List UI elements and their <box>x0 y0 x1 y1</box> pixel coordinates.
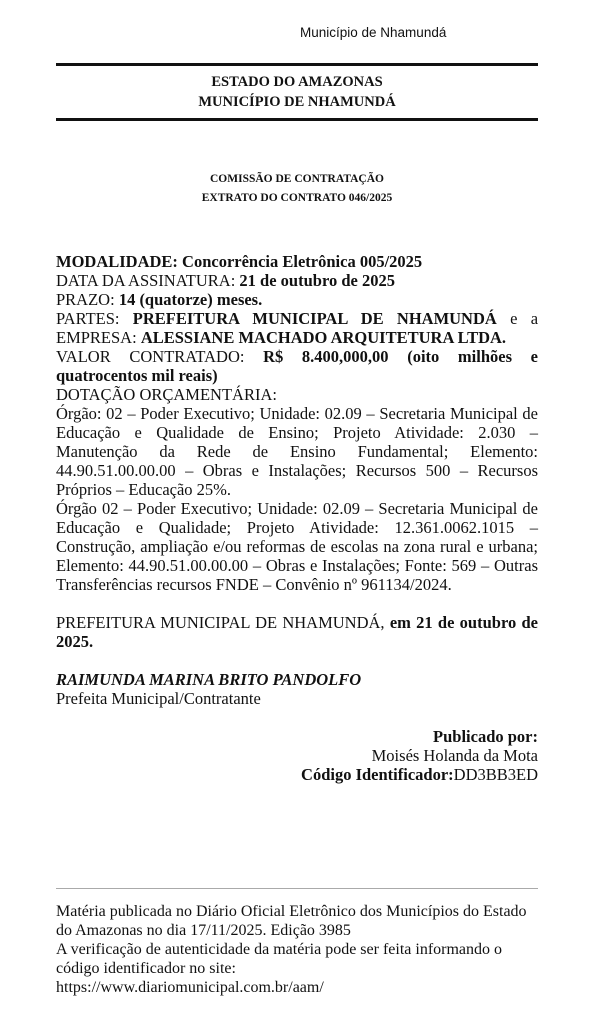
partes-line <box>56 309 538 347</box>
signature-role: Prefeita Municipal/Contratante <box>56 689 261 708</box>
municipality-header: Município de Nhamundá <box>300 25 447 40</box>
extract-title: EXTRATO DO CONTRATO 046/2025 <box>201 192 393 204</box>
state-block <box>56 72 538 112</box>
data-value: 21 de outubro de 2025 <box>239 271 395 290</box>
contract-content <box>56 252 538 784</box>
footer-publication: Matéria publicada no Diário Oficial Eletrônico dos Municípios do Estado do Amazonas no dia 17/11/2025. Edição 3985 <box>56 903 527 939</box>
closing-date: em 21 de outubro de 2025. <box>56 613 539 651</box>
state-name: ESTADO DO AMAZONAS <box>211 74 383 90</box>
empresa-value: ALESSIANE MACHADO ARQUITETURA LTDA. <box>140 328 507 347</box>
publisher-code-value: DD3BB3ED <box>453 765 538 784</box>
publisher-code-line <box>56 765 538 784</box>
signature-name: RAIMUNDA MARINA BRITO PANDOLFO <box>56 670 362 689</box>
dotacao-item-1: Órgão: 02 – Poder Executivo; Unidade: 02.09 – Secretaria Municipal de Educação e Qualidade de Ensino; Projeto Atividade: 2.030 – Manutenção da Rede de Ensino Fundamental; Elemento: 44.90.51.00.00.00 – Obras e Instalações; Recursos 500 – Recursos Próprios – Educação 25%. <box>56 404 538 499</box>
footer <box>56 902 538 997</box>
commission-title: COMISSÃO DE CONTRATAÇÃO <box>209 173 384 185</box>
modalidade-label: MODALIDADE: <box>56 252 178 271</box>
publisher-label: Publicado por: <box>433 727 538 746</box>
modalidade-line <box>56 252 538 271</box>
bottom-rule <box>56 118 538 121</box>
publisher-code-label: Código Identificador: <box>301 765 454 784</box>
dotacao-item-2: Órgão 02 – Poder Executivo; Unidade: 02.09 – Secretaria Municipal de Educação e Qualidade; Projeto Atividade: 12.361.0062.1015 – Construção, ampliação e/ou reformas de escolas na zona rural e urbana; Elemento: 44.90.51.00.00.00 – Obras e Instalações; Fonte: 569 – Outras Transferências recursos FNDE – Convênio nº 961134/2024. <box>56 499 538 594</box>
municipality-name: MUNICÍPIO DE NHAMUNDÁ <box>198 94 396 110</box>
footer-verification: A verificação de autenticidade da matéria pode ser feita informando o código identificador no site: <box>56 941 503 977</box>
dotacao-label: DOTAÇÃO ORÇAMENTÁRIA: <box>56 385 277 404</box>
top-rule <box>56 63 538 66</box>
footer-divider <box>56 888 538 889</box>
partes-label: PARTES: <box>56 309 120 328</box>
partes-conj: e a EMPRESA: <box>56 309 539 347</box>
valor-line <box>56 347 538 385</box>
closing-place: PREFEITURA MUNICIPAL DE NHAMUNDÁ, <box>56 613 385 632</box>
footer-url[interactable]: https://www.diariomunicipal.com.br/aam/ <box>56 979 324 996</box>
modalidade-value: Concorrência Eletrônica 005/2025 <box>182 252 423 271</box>
prazo-line <box>56 290 538 309</box>
prazo-value: 14 (quatorze) meses. <box>118 290 263 309</box>
publisher-name: Moisés Holanda da Mota <box>371 746 538 765</box>
data-label: DATA DA ASSINATURA: <box>56 271 236 290</box>
data-line <box>56 271 538 290</box>
prazo-label: PRAZO: <box>56 290 115 309</box>
partes-value: PREFEITURA MUNICIPAL DE NHAMUNDÁ <box>132 309 497 328</box>
closing-line <box>56 613 538 651</box>
commission-block <box>56 170 538 208</box>
valor-label: VALOR CONTRATADO: <box>56 347 245 366</box>
valor-value: R$ 8.400,000,00 (oito milhões e quatrocentos mil reais) <box>56 347 538 385</box>
publisher-block <box>56 727 538 784</box>
